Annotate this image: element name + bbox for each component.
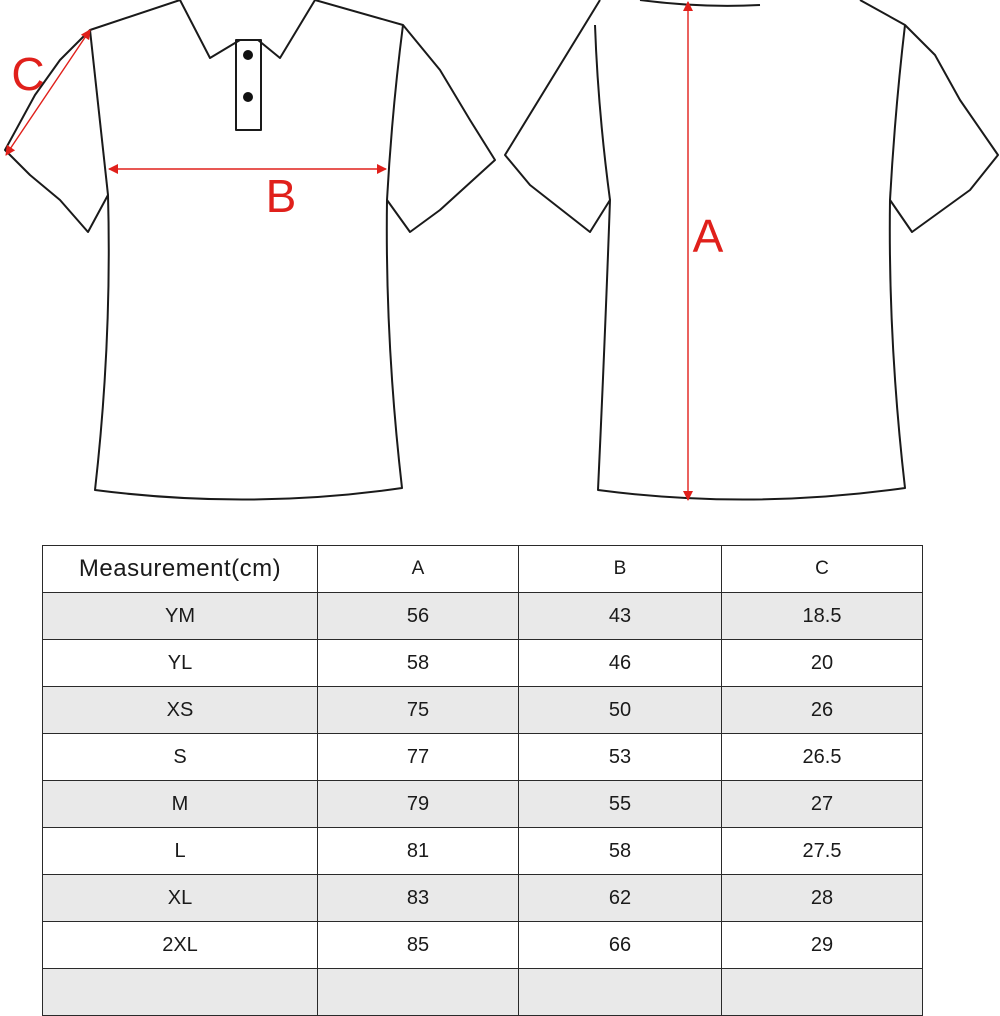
c-cell [722,969,923,1016]
table-row [43,734,923,781]
label-b: B [265,170,297,222]
c-cell: 27.5 [722,828,923,875]
table-row-partial [43,969,923,1016]
size-cell: 2XL [43,922,318,969]
shirt-back-armhole-left [595,25,610,200]
b-cell [519,969,722,1016]
shirt-back-armhole-right [890,25,905,200]
shirt-front [5,0,495,500]
a-cell: 83 [318,875,519,922]
a-cell: 56 [318,593,519,640]
a-cell: 79 [318,781,519,828]
c-cell: 29 [722,922,923,969]
c-cell: 20 [722,640,923,687]
a-cell: 58 [318,640,519,687]
size-cell: M [43,781,318,828]
a-cell [318,969,519,1016]
table-row [43,781,923,828]
c-cell: 18.5 [722,593,923,640]
size-cell [43,969,318,1016]
size-chart-table [42,545,923,1016]
b-cell: 53 [519,734,722,781]
shirt-back-body [505,0,998,500]
table-row [43,640,923,687]
size-chart-header-row [43,546,923,593]
size-cell: XL [43,875,318,922]
shirt-button-top [243,50,253,60]
b-cell: 62 [519,875,722,922]
a-cell: 81 [318,828,519,875]
header-a: A [318,546,519,593]
size-cell: S [43,734,318,781]
size-cell: XS [43,687,318,734]
size-cell: YL [43,640,318,687]
c-cell: 28 [722,875,923,922]
size-cell: YM [43,593,318,640]
header-c: C [722,546,923,593]
a-cell: 85 [318,922,519,969]
shirt-back [505,0,998,500]
header-b: B [519,546,722,593]
b-cell: 58 [519,828,722,875]
b-cell: 43 [519,593,722,640]
c-cell: 27 [722,781,923,828]
table-row [43,593,923,640]
shirt-front-armhole-left [90,30,108,195]
b-cell: 46 [519,640,722,687]
a-cell: 75 [318,687,519,734]
shirt-front-collar [180,0,315,58]
shirt-front-armhole-right [387,25,403,200]
shirt-button-bottom [243,92,253,102]
a-cell: 77 [318,734,519,781]
c-cell: 26 [722,687,923,734]
table-row [43,875,923,922]
b-cell: 66 [519,922,722,969]
b-cell: 50 [519,687,722,734]
label-c: C [11,48,45,100]
shirt-back-neckline [640,0,760,6]
size-cell: L [43,828,318,875]
shirt-front-body [5,0,495,500]
header-measurement: Measurement(cm) [43,546,318,593]
label-a: A [692,210,724,262]
table-row [43,922,923,969]
c-cell: 26.5 [722,734,923,781]
table-row [43,687,923,734]
b-cell: 55 [519,781,722,828]
table-row [43,828,923,875]
